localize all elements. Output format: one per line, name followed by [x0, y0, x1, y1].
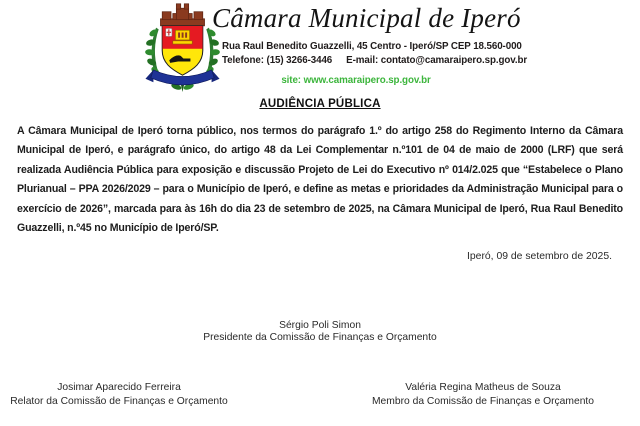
notice-title: AUDIÊNCIA PÚBLICA [259, 98, 381, 110]
signature-president-name: Sérgio Poli Simon [279, 320, 361, 331]
signature-relator-role: Relator da Comissão de Finanças e Orçamento [10, 396, 228, 407]
contact-line [222, 55, 527, 66]
signature-relator-name: Josimar Aparecido Ferreira [57, 382, 181, 393]
mural-crown [160, 4, 204, 26]
address-line: Rua Raul Benedito Guazzelli, 45 Centro - Iperó/SP CEP 18.560-000 [222, 41, 522, 52]
date-place-line: Iperó, 09 de setembro de 2025. [467, 251, 612, 262]
phone-text: Telefone: (15) 3266-3446 [222, 55, 333, 66]
signature-member [364, 382, 602, 407]
org-name: Câmara Municipal de Iperó [212, 3, 521, 33]
signature-president-role: Presidente da Comissão de Finanças e Orçamento [203, 332, 437, 343]
notice-body-paragraph: A Câmara Municipal de Iperó torna público, nos termos do parágrafo 1.º do artigo 258 do Regimento Interno da Câmara Municipal de Iperó, e parágrafo único, do artigo 48 da Lei Complementar n.º101 de 04 de maio de 2000 (LRF) que será realizada Audiência Pública para exposição e discussão Projeto de Lei do Executivo nº 014/2.025 que “Estabelece o Plano Plurianual – PPA 2026/2029 – para o Município de Iperó, e define as metas e prioridades da Administração Municipal para o exercício de 2026”, marcada para às 16h do dia 23 de setembro de 2025, na Câmara Municipal de Iperó, Rua Raul Benedito Guazzelli, n.º45 no Município de Iperó/SP. [17, 125, 623, 235]
signature-member-role: Membro da Comissão de Finanças e Orçamento [371, 396, 595, 407]
email-text: E-mail: contato@camaraipero.sp.gov.br [346, 55, 528, 66]
website-text: site: www.camaraipero.sp.gov.br [281, 75, 431, 86]
shield [162, 26, 203, 75]
signature-relator [0, 382, 238, 407]
signature-president [0, 320, 640, 343]
signature-member-name: Valéria Regina Matheus de Souza [405, 382, 561, 393]
